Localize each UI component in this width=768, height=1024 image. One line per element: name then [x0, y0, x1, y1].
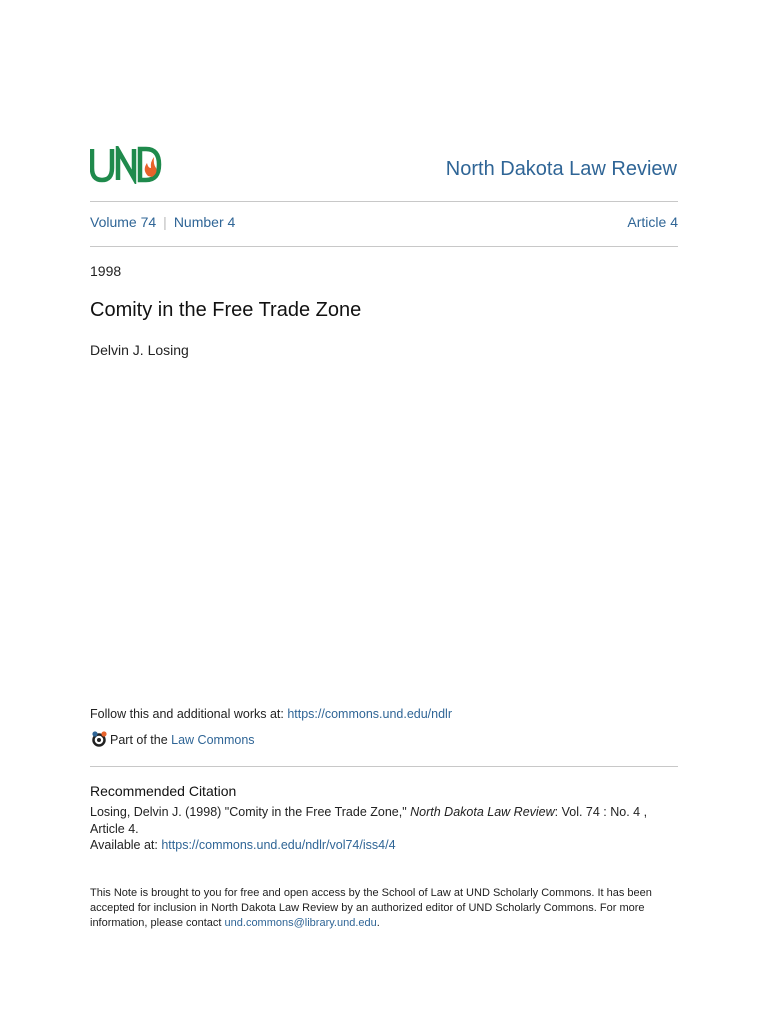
contact-email-link[interactable]: und.commons@library.und.edu: [224, 917, 377, 929]
available-url-link[interactable]: https://commons.und.edu/ndlr/vol74/iss4/4: [161, 838, 396, 852]
paper-author: Delvin J. Losing: [90, 342, 189, 358]
paper-title: Comity in the Free Trade Zone: [90, 299, 362, 321]
und-logo: [90, 146, 162, 184]
meta-separator: |: [163, 214, 167, 230]
recommended-citation-heading: Recommended Citation: [90, 783, 237, 799]
citation-journal: North Dakota Law Review: [410, 805, 555, 819]
header-divider: [90, 201, 678, 202]
citation-text: [90, 804, 680, 838]
access-note: [90, 886, 680, 931]
follow-url-link[interactable]: https://commons.und.edu/ndlr: [287, 707, 453, 721]
follow-prefix: Follow this and additional works at:: [90, 707, 288, 721]
part-of-prefix: Part of the: [110, 733, 172, 747]
available-prefix: Available at:: [90, 838, 162, 852]
number-link[interactable]: Number 4: [173, 214, 236, 230]
law-commons-link[interactable]: Law Commons: [171, 733, 255, 747]
citation-pre: Losing, Delvin J. (1998) "Comity in the Free Trade Zone,": [90, 805, 411, 819]
note-end: .: [376, 917, 380, 929]
und-logo-mark: [90, 146, 162, 184]
volume-number: [90, 214, 235, 230]
publication-year: 1998: [90, 263, 122, 279]
follow-line: [90, 707, 452, 721]
part-of-line: [90, 730, 255, 750]
note-text: This Note is brought to you for free and open access by the School of Law at UND Scholarly Commons. It has been accepted for inclusion in North Dakota Law Review by an authorized editor of UND Scholarly Commons. For more information, please contact: [90, 887, 652, 929]
available-at-line: [90, 838, 396, 852]
citation-post: : Vol. 74 : No. 4 , Article 4.: [90, 805, 648, 836]
article-link[interactable]: Article 4: [627, 214, 678, 230]
meta-divider: [90, 246, 678, 247]
volume-link[interactable]: Volume 74: [90, 214, 157, 230]
network-icon: [90, 730, 108, 748]
issue-meta-row: [90, 214, 678, 234]
footer-divider: [90, 766, 678, 767]
journal-name-link[interactable]: North Dakota Law Review: [445, 158, 677, 180]
